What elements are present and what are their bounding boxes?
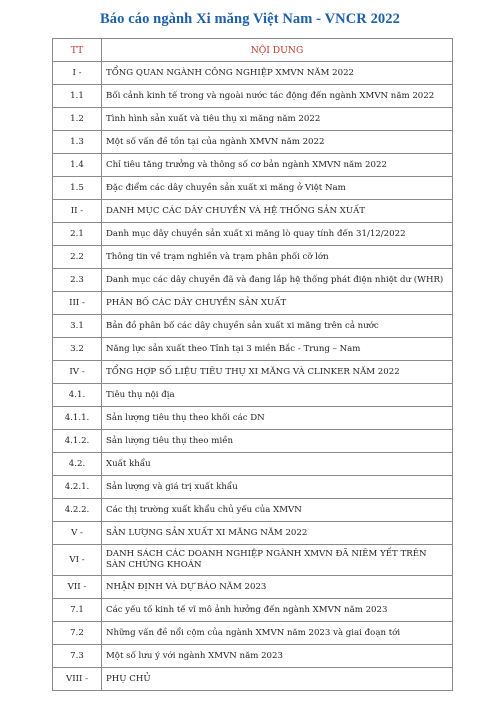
table-row	[53, 338, 453, 361]
table-row	[53, 131, 453, 154]
table-row	[53, 361, 453, 384]
row-number: 4.1.2.	[53, 430, 102, 453]
row-content: Danh mục dây chuyền sản xuất xi măng lò quay tính đến 31/12/2022	[102, 223, 453, 246]
row-content: Bản đồ phân bố các dây chuyền sản xuất xi măng trên cả nước	[102, 315, 453, 338]
row-content: NHẬN ĐỊNH VÀ DỰ BÁO NĂM 2023	[102, 576, 453, 599]
row-number: 1.5	[53, 177, 102, 200]
row-number: 1.4	[53, 154, 102, 177]
table-row	[53, 246, 453, 269]
row-content: DANH SÁCH CÁC DOANH NGHIỆP NGÀNH XMVN ĐÃ NIÊM YẾT TRÊN SÀN CHỨNG KHOÁN	[102, 545, 453, 576]
table-row	[53, 545, 453, 576]
table-row	[53, 177, 453, 200]
row-content: PHỤ CHỦ	[102, 668, 453, 691]
row-content: Các thị trường xuất khẩu chủ yếu của XMVN	[102, 499, 453, 522]
row-number: 1.1	[53, 85, 102, 108]
row-number: IV -	[53, 361, 102, 384]
row-content: Một số vấn đề tồn tại của ngành XMVN năm 2022	[102, 131, 453, 154]
row-content: Các yếu tố kinh tế vĩ mô ảnh hưởng đến ngành XMVN năm 2023	[102, 599, 453, 622]
row-content: Một số lưu ý với ngành XMVN năm 2023	[102, 645, 453, 668]
table-row	[53, 292, 453, 315]
row-content: Sản lượng và giá trị xuất khẩu	[102, 476, 453, 499]
row-content: Tiêu thụ nội địa	[102, 384, 453, 407]
row-content: Danh mục các dây chuyền đã và đang lắp hệ thống phát điện nhiệt dư (WHR)	[102, 269, 453, 292]
table-row	[53, 384, 453, 407]
row-number: 2.1	[53, 223, 102, 246]
row-content: Tình hình sản xuất và tiêu thụ xi măng năm 2022	[102, 108, 453, 131]
row-number: V -	[53, 522, 102, 545]
table-row	[53, 269, 453, 292]
row-number: I -	[53, 62, 102, 85]
table-row	[53, 522, 453, 545]
table-row	[53, 315, 453, 338]
row-content: TỔNG HỢP SỐ LIỆU TIÊU THỤ XI MĂNG VÀ CLINKER NĂM 2022	[102, 361, 453, 384]
row-content: Những vấn đề nổi cộm của ngành XMVN năm 2023 và giai đoạn tới	[102, 622, 453, 645]
table-row	[53, 430, 453, 453]
header-tt: TT	[53, 39, 102, 62]
row-number: 7.2	[53, 622, 102, 645]
table-row	[53, 85, 453, 108]
header-content: NỘI DUNG	[102, 39, 453, 62]
row-number: VIII -	[53, 668, 102, 691]
table-row	[53, 223, 453, 246]
table-row	[53, 62, 453, 85]
table-header-row	[53, 39, 453, 62]
row-number: VII -	[53, 576, 102, 599]
table-row	[53, 154, 453, 177]
row-number: 1.2	[53, 108, 102, 131]
table-row	[53, 453, 453, 476]
row-content: Xuất khẩu	[102, 453, 453, 476]
table-row	[53, 645, 453, 668]
table-of-contents	[52, 38, 453, 691]
row-content: SẢN LƯỢNG SẢN XUẤT XI MĂNG NĂM 2022	[102, 522, 453, 545]
row-number: II -	[53, 200, 102, 223]
row-number: 4.1.1.	[53, 407, 102, 430]
row-number: III -	[53, 292, 102, 315]
row-number: 2.2	[53, 246, 102, 269]
row-content: Bối cảnh kinh tế trong và ngoài nước tác động đến ngành XMVN năm 2022	[102, 85, 453, 108]
table-row	[53, 599, 453, 622]
row-number: 4.2.2.	[53, 499, 102, 522]
table-row	[53, 108, 453, 131]
row-number: 1.3	[53, 131, 102, 154]
table-row	[53, 576, 453, 599]
table-row	[53, 407, 453, 430]
row-number: VI -	[53, 545, 102, 576]
table-row	[53, 476, 453, 499]
row-number: 3.2	[53, 338, 102, 361]
row-content: Năng lực sản xuất theo Tỉnh tại 3 miền Bắc - Trung – Nam	[102, 338, 453, 361]
row-content: DANH MỤC CÁC DÂY CHUYỀN VÀ HỆ THỐNG SẢN XUẤT	[102, 200, 453, 223]
table-body	[53, 62, 453, 691]
row-content: TỔNG QUAN NGÀNH CÔNG NGHIỆP XMVN NĂM 2022	[102, 62, 453, 85]
table-row	[53, 668, 453, 691]
row-number: 4.2.1.	[53, 476, 102, 499]
row-content: Sản lượng tiêu thụ theo miền	[102, 430, 453, 453]
row-number: 4.2.	[53, 453, 102, 476]
table-row	[53, 499, 453, 522]
row-number: 7.1	[53, 599, 102, 622]
row-content: PHÂN BỐ CÁC DÂY CHUYỀN SẢN XUẤT	[102, 292, 453, 315]
row-number: 7.3	[53, 645, 102, 668]
row-number: 3.1	[53, 315, 102, 338]
row-content: Chỉ tiêu tăng trưởng và thông số cơ bản ngành XMVN năm 2022	[102, 154, 453, 177]
page-title: Báo cáo ngành Xi măng Việt Nam - VNCR 2022	[100, 11, 400, 27]
row-content: Đặc điểm các dây chuyền sản xuất xi măng ở Việt Nam	[102, 177, 453, 200]
table-row	[53, 622, 453, 645]
row-number: 4.1.	[53, 384, 102, 407]
row-content: Sản lượng tiêu thụ theo khối các DN	[102, 407, 453, 430]
row-content: Thông tin về trạm nghiền và trạm phân phối cỡ lớn	[102, 246, 453, 269]
table-row	[53, 200, 453, 223]
row-number: 2.3	[53, 269, 102, 292]
